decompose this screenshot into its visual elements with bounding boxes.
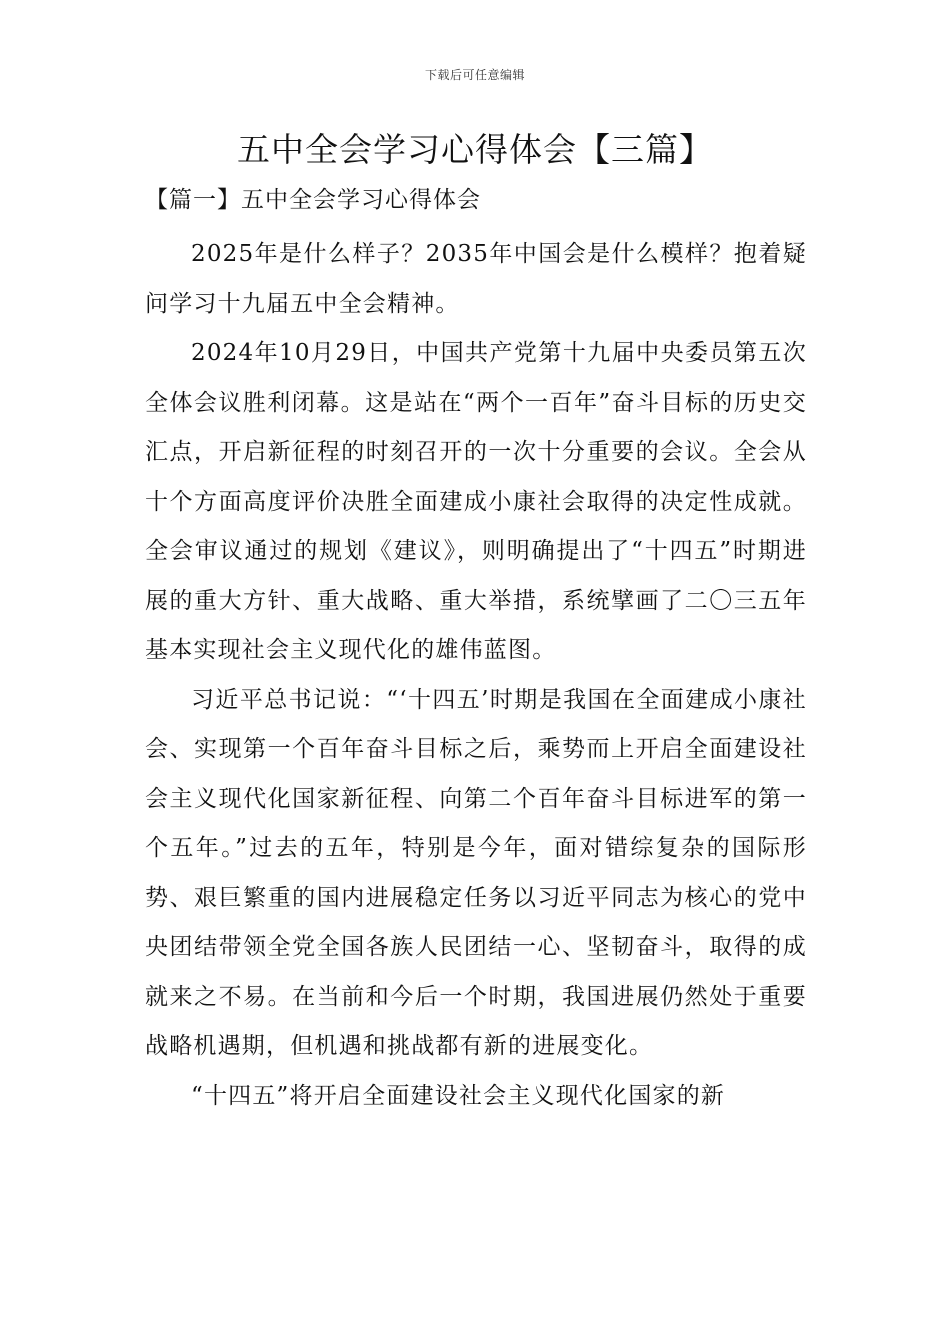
paragraph-2: 2024年10月29日，中国共产党第十九届中央委员第五次全体会议胜利闭幕。这是站在“两个一百年”奋斗目标的历史交汇点，开启新征程的时刻召开的一次十分重要的会议。全会从十个方面高度评价决胜全面建成小康社会取得的决定性成就。全会审议通过的规划《建议》，则明确提出了“十四五”时期进展的重大方针、重大战略、重大举措，系统擘画了二〇三五年基本实现社会主义现代化的雄伟蓝图。 bbox=[145, 340, 807, 663]
paragraph-4: “十四五”将开启全面建设社会主义现代化国家的新 bbox=[191, 1082, 726, 1109]
paragraph-1: 2025年是什么样子？2035年中国会是什么模样？抱着疑问学习十九届五中全会精神。 bbox=[145, 241, 807, 317]
document-title: 五中全会学习心得体会【三篇】 bbox=[237, 130, 713, 169]
paragraph-3: 习近平总书记说：“‘十四五’时期是我国在全面建成小康社会、实现第一个百年奋斗目标之后，乘势而上开启全面建设社会主义现代化国家新征程、向第二个百年奋斗目标进军的第一个五年。”过去的五年，特别是今年，面对错综复杂的国际形势、艰巨繁重的国内进展稳定任务以习近平同志为核心的党中央团结带领全党全国各族人民团结一心、坚韧奋斗，取得的成就来之不易。在当前和今后一个时期，我国进展仍然处于重要战略机遇期，但机遇和挑战都有新的进展变化。 bbox=[145, 686, 807, 1059]
section-heading: 【篇一】五中全会学习心得体会 bbox=[145, 187, 481, 213]
header-note: 下载后可任意编辑 bbox=[424, 68, 525, 82]
body-text bbox=[145, 230, 807, 1121]
